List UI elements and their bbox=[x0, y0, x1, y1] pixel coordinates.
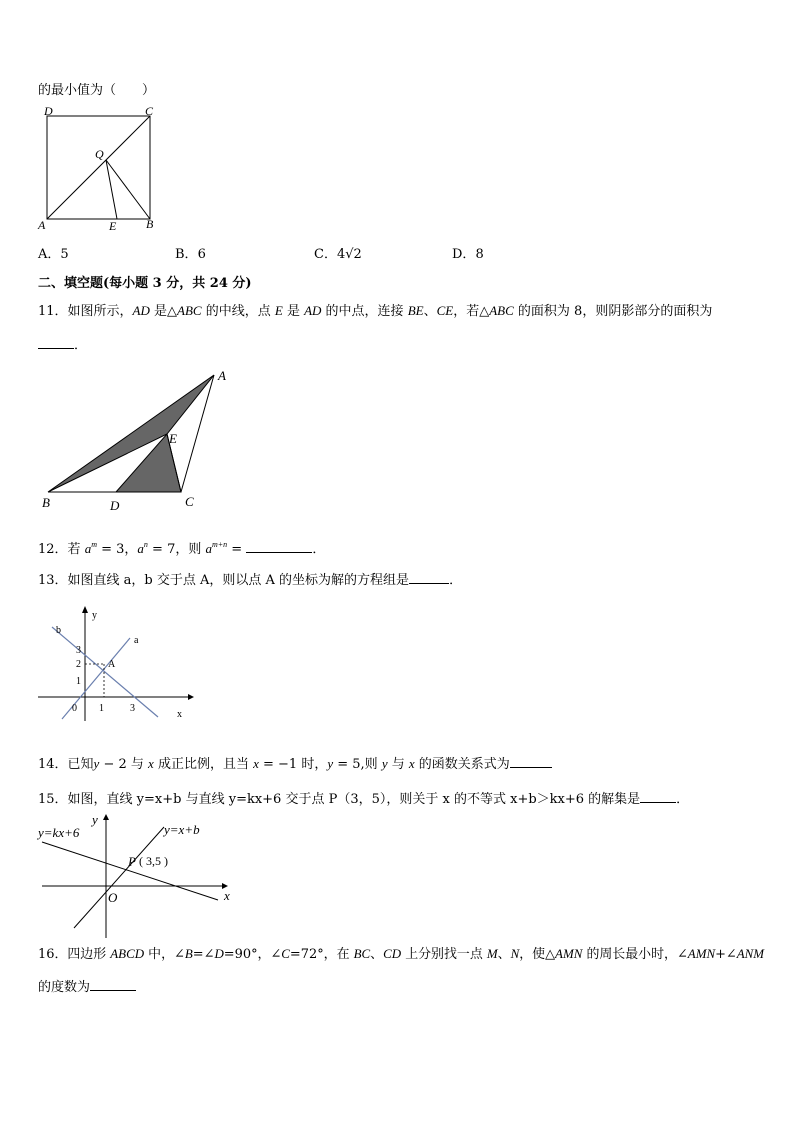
q13-xtick-1: 1 bbox=[99, 703, 104, 714]
q15-label-p: P bbox=[128, 854, 136, 869]
q15-label-l2: y=x+b bbox=[164, 822, 200, 837]
q15-label-x: x bbox=[224, 888, 230, 903]
q11-label-c: C bbox=[185, 494, 194, 509]
q11-answer-line: ． bbox=[38, 336, 87, 355]
q13-text: 13．如图直线 a，b 交于点 A，则以点 A 的坐标为解的方程组是 ． bbox=[38, 573, 463, 588]
q12-text: 12．若 $a^m = 3$，$a^n = 7$，则 $a^{m+n}$ = ． bbox=[38, 540, 326, 557]
q14-text: 14．已知y − 2 与 x 成正比例，且当 x = −1 时，y = 5,则 y 与 x 的函数关系式为 bbox=[38, 755, 552, 774]
q15-label-o: O bbox=[108, 890, 118, 905]
q13-figure bbox=[36, 603, 196, 723]
q10-label-q: Q bbox=[95, 147, 104, 161]
q13-tick-2: 2 bbox=[76, 659, 81, 670]
q10-label-e: E bbox=[109, 219, 117, 233]
q10-label-d: D bbox=[44, 104, 53, 118]
q11-label-d: D bbox=[110, 498, 120, 513]
q13-origin: 0 bbox=[72, 703, 77, 714]
q13-tick-3: 3 bbox=[76, 645, 81, 656]
q15-figure bbox=[36, 810, 241, 940]
q11-label-b: B bbox=[42, 495, 50, 510]
q16-answer-blank[interactable] bbox=[90, 978, 136, 991]
q10-option-c: C．4√2 bbox=[314, 247, 362, 262]
q11-label-a: A bbox=[218, 368, 226, 383]
q13-label-y: y bbox=[92, 610, 97, 621]
q10-label-c: C bbox=[145, 104, 154, 118]
q15-answer-blank[interactable] bbox=[640, 790, 676, 803]
q16-answer-line: 的度数为 bbox=[38, 978, 136, 997]
q10-option-d: D．8 bbox=[452, 247, 484, 262]
q15-text: 15．如图，直线 y=x+b 与直线 y=kx+6 交于点 P（3，5），则关于 x 的不等式 x+b＞kx+6 的解集是 ． bbox=[38, 792, 690, 807]
q11-figure bbox=[38, 365, 238, 515]
q10-label-a: A bbox=[38, 218, 46, 232]
q15-label-pcoord: ( 3,5 ) bbox=[139, 854, 168, 868]
q13-label-x: x bbox=[177, 709, 182, 720]
q10-label-b: B bbox=[146, 217, 154, 231]
q14-answer-blank[interactable] bbox=[510, 755, 552, 768]
q13-tick-1: 1 bbox=[76, 676, 81, 687]
q11-label-e: E bbox=[169, 431, 177, 446]
q12-answer-blank[interactable] bbox=[246, 540, 312, 553]
q15-label-y: y bbox=[92, 812, 98, 827]
q10-option-a: A．5 bbox=[38, 247, 69, 262]
q11-text: 11．如图所示，AD 是△ABC 的中线，点 E 是 AD 的中点，连接 BE、CE，若△ABC 的面积为 8，则阴影部分的面积为 bbox=[38, 303, 713, 319]
q15-label-l1: y=kx+6 bbox=[38, 825, 80, 840]
q11-answer-blank[interactable] bbox=[38, 336, 74, 349]
section-heading: 二、填空题(每小题 3 分，共 24 分) bbox=[38, 276, 252, 291]
q13-xtick-3: 3 bbox=[130, 703, 135, 714]
q13-label-a: a bbox=[134, 635, 139, 646]
q13-label-b: b bbox=[56, 625, 61, 636]
q13-label-point-a: A bbox=[108, 659, 116, 670]
q10-option-b: B．6 bbox=[175, 247, 206, 262]
q10-text: 的最小值为（ ） bbox=[38, 83, 156, 98]
q13-answer-blank[interactable] bbox=[409, 571, 449, 584]
q16-text: 16．四边形 ABCD 中，∠B=∠D=90°，∠C=72°，在 BC、CD 上分别找一点 M、N，使△AMN 的周长最小时，∠AMN+∠ANM bbox=[38, 946, 765, 962]
q10-figure bbox=[36, 104, 166, 236]
